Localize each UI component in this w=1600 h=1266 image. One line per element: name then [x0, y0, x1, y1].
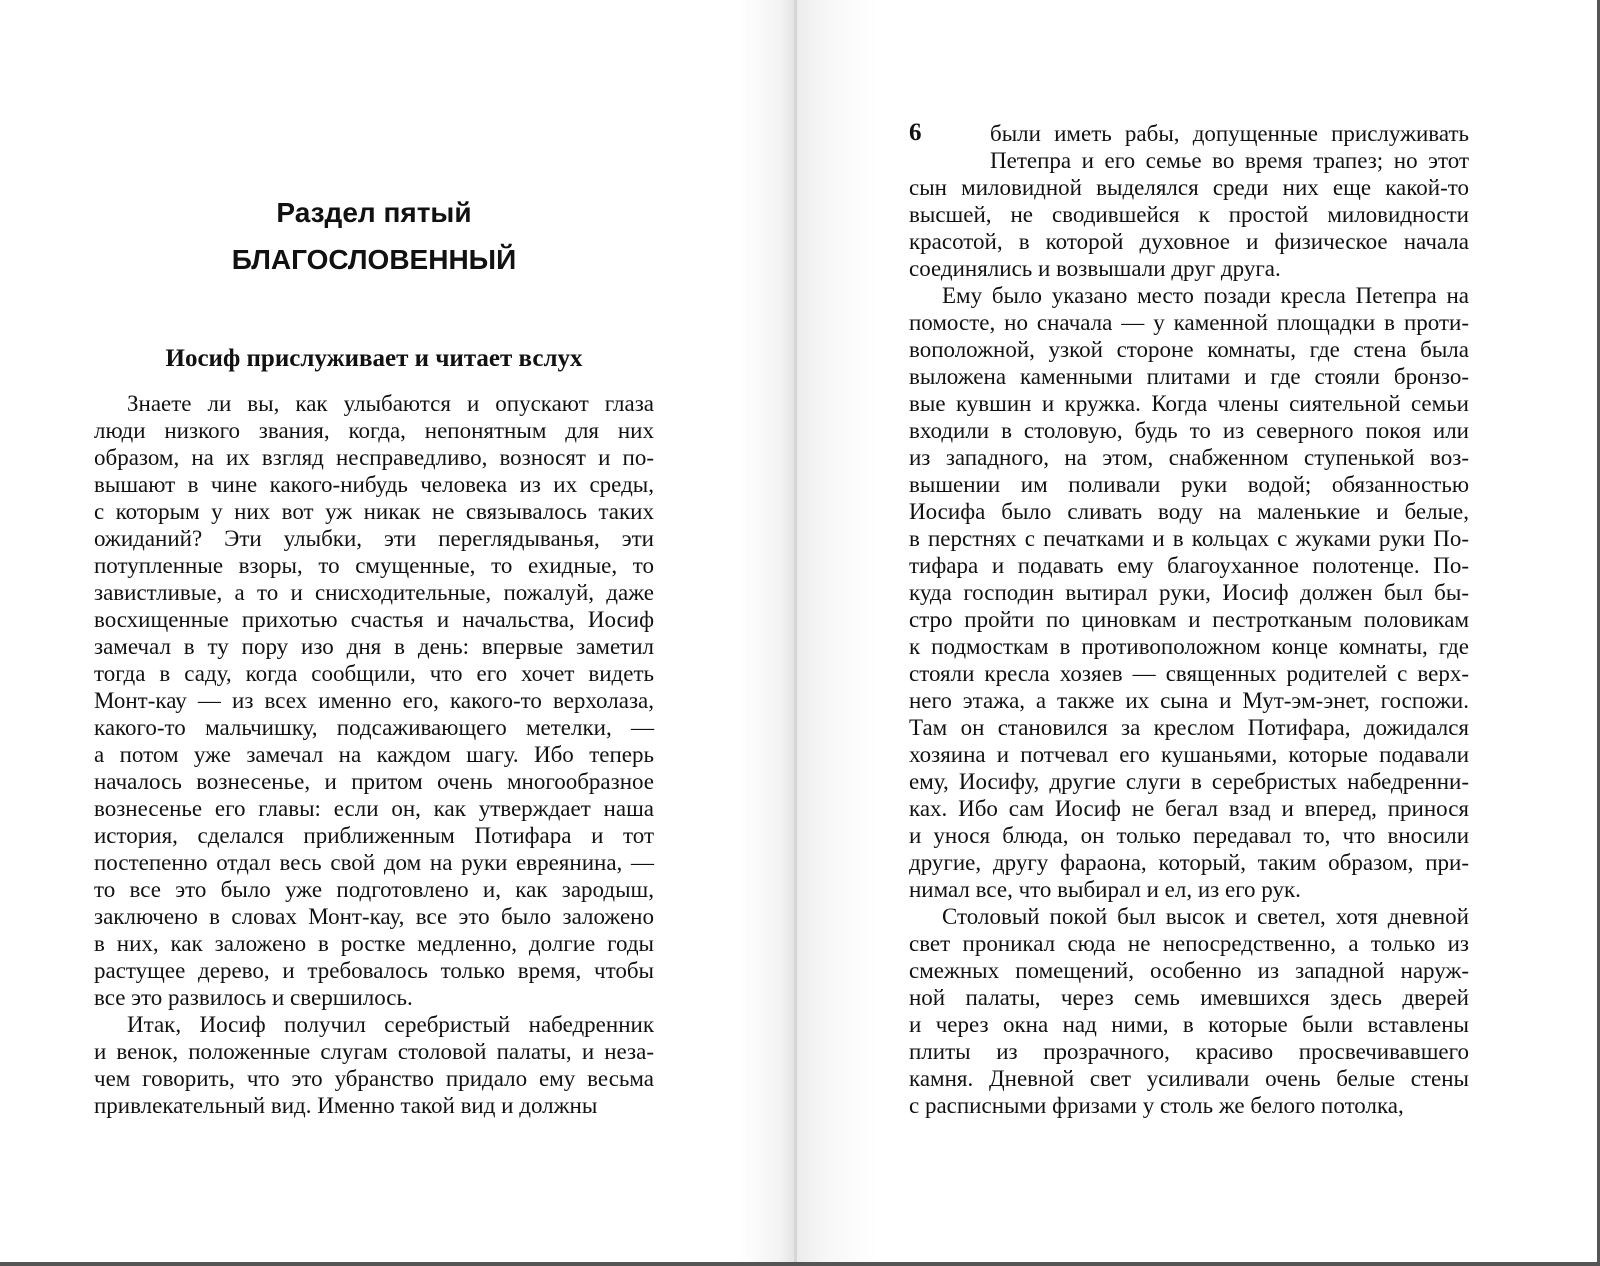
- text-line: образом, на их взгляд несправедливо, возносят и по-: [94, 445, 654, 470]
- text-line: Монт-кау — из всех именно его, какого-то верхолаза,: [94, 688, 654, 713]
- text-line: и через окна над ними, в которые были вставлены: [909, 1012, 1469, 1037]
- text-line: восхищенные прихотью счастья и начальства, Иосиф: [94, 607, 654, 632]
- text-line: ожиданий? Эти улыбки, эти переглядыванья, эти: [94, 526, 654, 551]
- text-line: Петепра и его семье во время трапез; но этот: [990, 148, 1469, 173]
- text-line: высшей, не сводившейся к простой миловидности: [909, 202, 1469, 227]
- text-line: камня. Дневной свет усиливали очень белые стены: [909, 1066, 1469, 1091]
- section-title: Раздел пятый: [276, 197, 472, 228]
- text-line: постепенно отдал весь свой дом на руки евреянина, —: [94, 850, 654, 875]
- text-line: плиты из прозрачного, красиво просвечивавшего: [909, 1039, 1469, 1064]
- text-line: завистливые, а то и снисходительные, пожалуй, даже: [94, 580, 654, 605]
- text-line: чем говорить, что это убранство придало ему весьма: [94, 1066, 654, 1091]
- text-line: вышают в чине какого-нибудь человека из их среды,: [94, 472, 654, 497]
- text-line: воположной, узкой стороне комнаты, где стена была: [909, 337, 1469, 362]
- text-line: ной палаты, через семь имевшихся здесь дверей: [909, 985, 1469, 1010]
- text-line: вознесенье его главы: если он, как утверждает наша: [94, 796, 654, 821]
- text-line: Итак, Иосиф получил серебристый набедренник: [127, 1012, 654, 1037]
- text-line: замечал в ту пору изо дня в день: впервые заметил: [94, 634, 654, 659]
- page-number: 6: [909, 119, 922, 146]
- text-line: а потом уже замечал на каждом шагу. Ибо теперь: [94, 742, 654, 767]
- text-line: помосте, но сначала — у каменной площадки в проти-: [909, 310, 1469, 335]
- text-line: смежных помещений, особенно из западной наруж-: [909, 958, 1469, 983]
- text-line: стояли кресла хозяев — священных родителей с верх-: [909, 661, 1469, 686]
- text-line: ках. Ибо сам Иосиф не бегал взад и вперед, принося: [909, 796, 1469, 821]
- text-line: выложена каменными плитами и где стояли бронзо-: [909, 364, 1469, 389]
- text-line: входили в столовую, будь то из северного покоя или: [909, 418, 1469, 443]
- viewer-border-bottom: [0, 1262, 1600, 1266]
- text-line: с которым у них вот уж никак не связывалось таких: [94, 499, 654, 524]
- text-line: Знаете ли вы, как улыбаются и опускают глаза: [127, 391, 654, 416]
- text-line: соединялись и возвышали друг друга.: [909, 256, 1281, 281]
- text-line: привлекательный вид. Именно такой вид и должны: [94, 1093, 598, 1118]
- text-line: то все это было уже подготовлено и, как зародыш,: [94, 877, 654, 902]
- chapter-title: Иосиф прислуживает и читает вслух: [165, 345, 583, 372]
- text-line: растущее дерево, и требовалось только время, чтобы: [94, 958, 654, 983]
- text-line: Там он становился за креслом Потифара, дожидался: [909, 715, 1469, 740]
- text-line: стро пройти по циновкам и пестротканым половикам: [909, 607, 1469, 632]
- text-line: него этажа, а также их сына и Мут-эм-энет, госпожи.: [909, 688, 1469, 713]
- text-line: и унося блюда, он только передавал то, что вносили: [909, 823, 1469, 848]
- text-line: и венок, положенные слугам столовой палаты, и неза-: [94, 1039, 654, 1064]
- text-line: куда господин вытирал руки, Иосиф должен был бы-: [909, 580, 1469, 605]
- text-line: ему, Иосифу, другие слуги в серебристых набедренни-: [909, 769, 1469, 794]
- text-line: вышении им поливали руки водой; обязанностью: [909, 472, 1469, 497]
- text-line: с расписными фризами у столь же белого потолка,: [909, 1093, 1404, 1118]
- text-line: в них, как заложено в ростке медленно, долгие годы: [94, 931, 654, 956]
- text-line: сын миловидной выделялся среди них еще какой-то: [909, 175, 1469, 200]
- text-line: история, сделался приближенным Потифара и тот: [94, 823, 654, 848]
- text-line: Иосифа было сливать воду на маленькие и белые,: [909, 499, 1469, 524]
- text-line: в перстнях с печатками и в кольцах с жуками руки По-: [909, 526, 1469, 551]
- text-line: началось вознесенье, и притом очень многообразное: [94, 769, 654, 794]
- text-line: свет проникал сюда не непосредственно, а только из: [909, 931, 1469, 956]
- text-line: хозяина и потчевал его кушаньями, которые подавали: [909, 742, 1469, 767]
- text-line: были иметь рабы, допущенные прислуживать: [990, 121, 1469, 146]
- section-subtitle: БЛАГОСЛОВЕННЫЙ: [231, 244, 517, 275]
- text-line: нимал все, что выбирал и ел, из его рук.: [909, 877, 1301, 902]
- text-line: все это развилось и свершилось.: [94, 985, 413, 1010]
- text-line: вые кувшин и кружка. Когда члены сиятельной семьи: [909, 391, 1469, 416]
- left-page-text: [94, 390, 654, 1119]
- text-line: тифара и подавать ему благоуханное полотенце. По-: [909, 553, 1469, 578]
- text-line: другие, другу фараона, который, таким образом, при-: [909, 850, 1469, 875]
- text-line: к подмосткам в противоположном конце комнаты, где: [909, 634, 1469, 659]
- text-line: заключено в словах Монт-кау, все это было заложено: [94, 904, 654, 929]
- text-line: люди низкого звания, когда, непонятным для них: [94, 418, 654, 443]
- text-line: Столовый покой был высок и светел, хотя дневной: [942, 904, 1469, 929]
- text-line: красотой, в которой духовное и физическое начала: [909, 229, 1469, 254]
- right-page-text: [909, 120, 1469, 1119]
- text-line: потупленные взоры, то смущенные, то ехидные, то: [94, 553, 654, 578]
- text-line: какого-то мальчишку, подсаживающего метелки, —: [94, 715, 654, 740]
- text-line: Ему было указано место позади кресла Петепра на: [942, 283, 1469, 308]
- text-line: из западного, на этом, снабженном ступенькой воз-: [909, 445, 1469, 470]
- text-line: тогда в саду, когда сообщили, что его хочет видеть: [94, 661, 654, 686]
